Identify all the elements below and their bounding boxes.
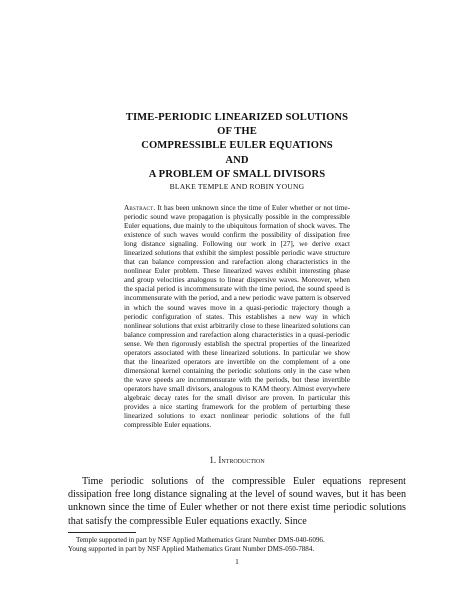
intro-paragraph: Time periodic solutions of the compressible Euler equations represent dissipation free long distance signaling at the level of sound waves, but it has been unknown since the time of Euler whether or not there exist time periodic solutions that satisfy the compressible Euler equations exactly. Since	[68, 476, 406, 527]
author-line: BLAKE TEMPLE AND ROBIN YOUNG	[169, 182, 305, 191]
paper-title	[0, 111, 474, 182]
abstract-label: Abstract.	[124, 204, 156, 212]
footnotes	[68, 536, 406, 554]
abstract	[124, 204, 350, 430]
title-line: TIME-PERIODIC LINEARIZED SOLUTIONS	[125, 112, 349, 123]
section-title: Introduction	[218, 455, 265, 465]
abstract-text: It has been unknown since the time of Euler whether or not time-periodic sound wave propagation is physically possible in the compressible Euler equations, due mainly to the ubiquitous formation of shock waves. The existence of such waves would confirm the possibility of dissipation free long distance signaling. Following our work in [27], we derive exact linearized solutions that exhibit the simplest possible periodic wave structure that can balance compression and rarefaction along characteristics in the nonlinear Euler problem. These linearized waves exhibit interesting phase and group velocities analogous to linear dispersive waves. Moreover, when the spacial period is incommensurate with the time period, the sound speed is incommensurate with the period, and a new periodic wave pattern is observed in which the sound waves move in a quasi-periodic trajectory though a periodic configuration of states. This establishes a new way in which nonlinear solutions that exist arbitrarily close to these linearized solutions can balance compression and rarefaction along characteristics in a quasi-periodic sense. We then rigorously establish the spectral properties of the linearized operators associated with these linearized solutions. In particular we show that the linearized operators are invertible on the complement of a one dimensional kernel containing the periodic solutions only in the case when the wave speeds are incommensurate with the periods, but these invertible operators have small divisors, analogous to KAM theory. Almost everywhere algebraic decay rates for the small divisor are proven. In particular this provides a nice starting framework for the problem of perturbing these linearized solutions to exact nonlinear periodic solutions of the full compressible Euler equations.	[124, 204, 350, 430]
title-line: AND	[225, 154, 249, 166]
title-line: A PROBLEM OF SMALL DIVISORS	[148, 168, 326, 180]
section-number: 1.	[209, 455, 217, 465]
footnote-rule	[68, 532, 136, 533]
footnote: Young supported in part by NSF Applied Mathematics Grant Number DMS-050-7884.	[68, 545, 315, 554]
section-heading	[0, 455, 474, 465]
footnote: Temple supported in part by NSF Applied Mathematics Grant Number DMS-040-6096.	[76, 536, 325, 544]
page-number: 1	[235, 557, 239, 566]
title-line: COMPRESSIBLE EULER EQUATIONS	[141, 140, 333, 152]
title-line: OF THE	[217, 126, 257, 138]
